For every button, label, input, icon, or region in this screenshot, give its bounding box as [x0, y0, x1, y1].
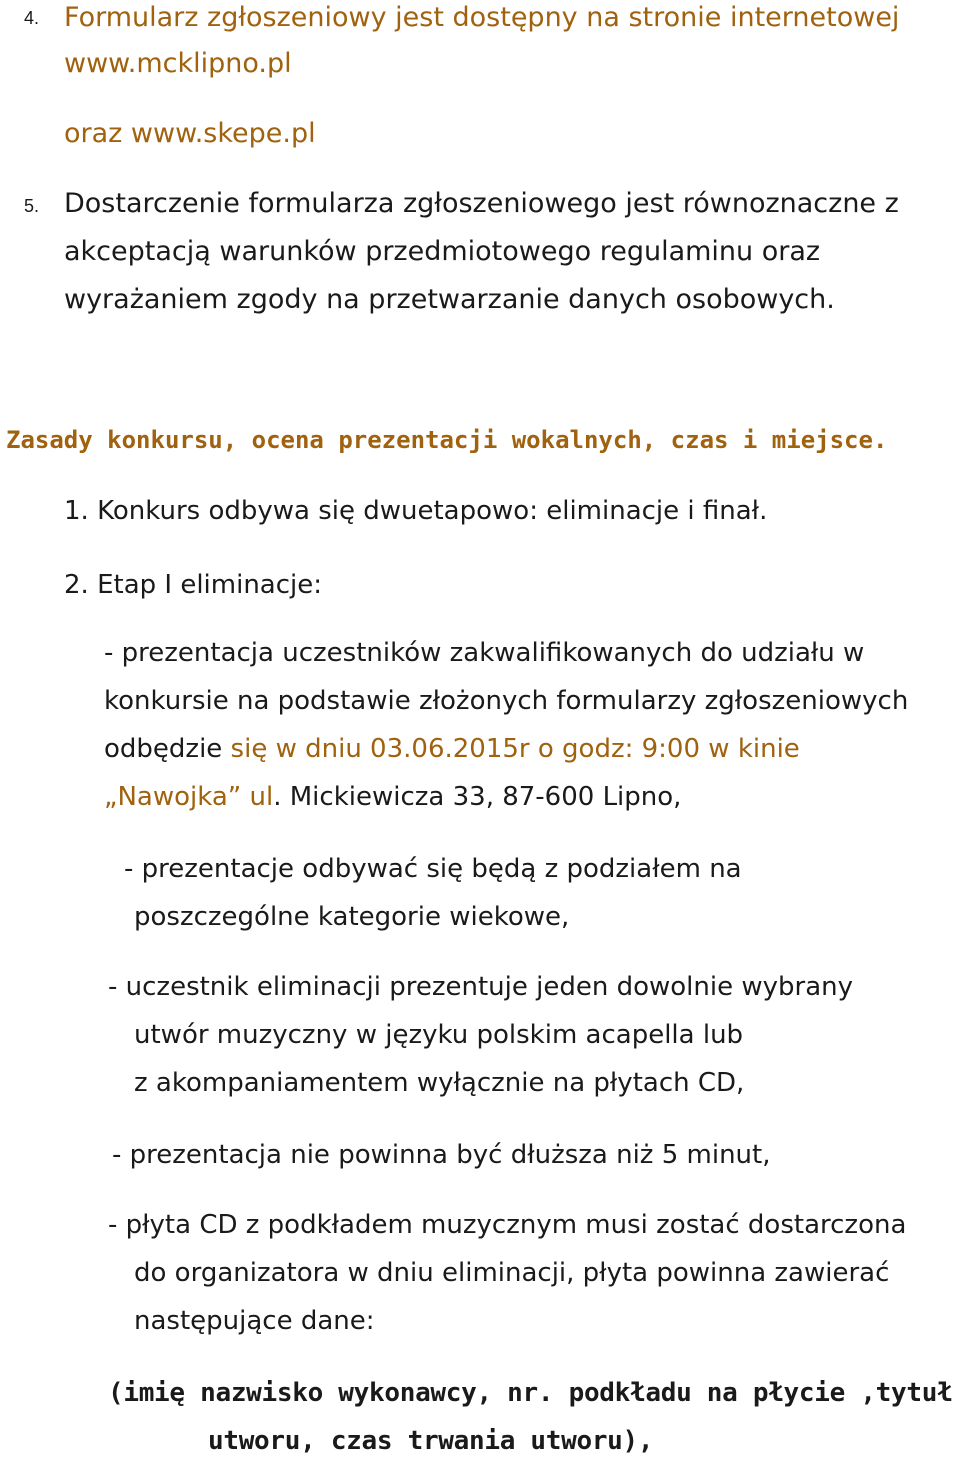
- presentation-line-3: [104, 734, 800, 764]
- list-number-4: 4.: [24, 8, 40, 28]
- presentation-date-time: się w dniu 03.06.2015r o godz: 9:00 w kinie: [230, 734, 800, 764]
- item5-line-2: akceptacją warunków przedmiotowego regulaminu oraz: [64, 236, 821, 267]
- bullet-4-line-3: następujące dane:: [134, 1306, 375, 1336]
- presentation-venue: „Nawojka” ul: [104, 782, 274, 812]
- presentation-line-1: - prezentacja uczestników zakwalifikowanych do udziału w: [104, 638, 865, 668]
- item5-line-3: wyrażaniem zgody na przetwarzanie danych osobowych.: [64, 284, 835, 315]
- item5-line-1: Dostarczenie formularza zgłoszeniowego jest równoznaczne z: [64, 188, 899, 219]
- presentation-line-4: [104, 782, 681, 812]
- bullet-4-line-2: do organizatora w dniu eliminacji, płyta powinna zawierać: [134, 1258, 890, 1288]
- point-1: 1. Konkurs odbywa się dwuetapowo: eliminacje i finał.: [64, 496, 768, 526]
- bullet-2-line-3: z akompaniamentem wyłącznie na płytach CD,: [134, 1068, 745, 1098]
- bullet-1-line-1: - prezentacje odbywać się będą z podziałem na: [124, 854, 742, 884]
- presentation-line-3-start: odbędzie: [104, 734, 231, 764]
- form-availability-text: Formularz zgłoszeniowy jest dostępny na stronie internetowej: [64, 2, 900, 33]
- section-heading: Zasady konkursu, ocena prezentacji wokalnych, czas i miejsce.: [6, 426, 888, 454]
- bullet-4-line-1: - płyta CD z podkładem muzycznym musi zostać dostarczona: [108, 1210, 907, 1240]
- list-number-5: 5.: [24, 196, 40, 216]
- point-2: 2. Etap I eliminacje:: [64, 570, 323, 600]
- bullet-2-line-1: - uczestnik eliminacji prezentuje jeden dowolnie wybrany: [108, 972, 854, 1002]
- bullet-1-line-2: poszczególne kategorie wiekowe,: [134, 902, 570, 932]
- bullet-2-line-2: utwór muzyczny w języku polskim acapella lub: [134, 1020, 744, 1050]
- required-data-line-1: (imię nazwisko wykonawcy, nr. podkładu na płycie ,tytuł: [108, 1378, 953, 1408]
- bullet-3-line-1: - prezentacja nie powinna być dłuższa niż 5 minut,: [112, 1140, 771, 1170]
- website-link-skepe[interactable]: oraz www.skepe.pl: [64, 118, 316, 149]
- website-link-mcklipno[interactable]: www.mcklipno.pl: [64, 48, 292, 79]
- presentation-address: . Mickiewicza 33, 87-600 Lipno,: [273, 782, 682, 812]
- required-data-line-2: utworu, czas trwania utworu),: [208, 1426, 654, 1456]
- presentation-line-2: konkursie na podstawie złożonych formularzy zgłoszeniowych: [104, 686, 909, 716]
